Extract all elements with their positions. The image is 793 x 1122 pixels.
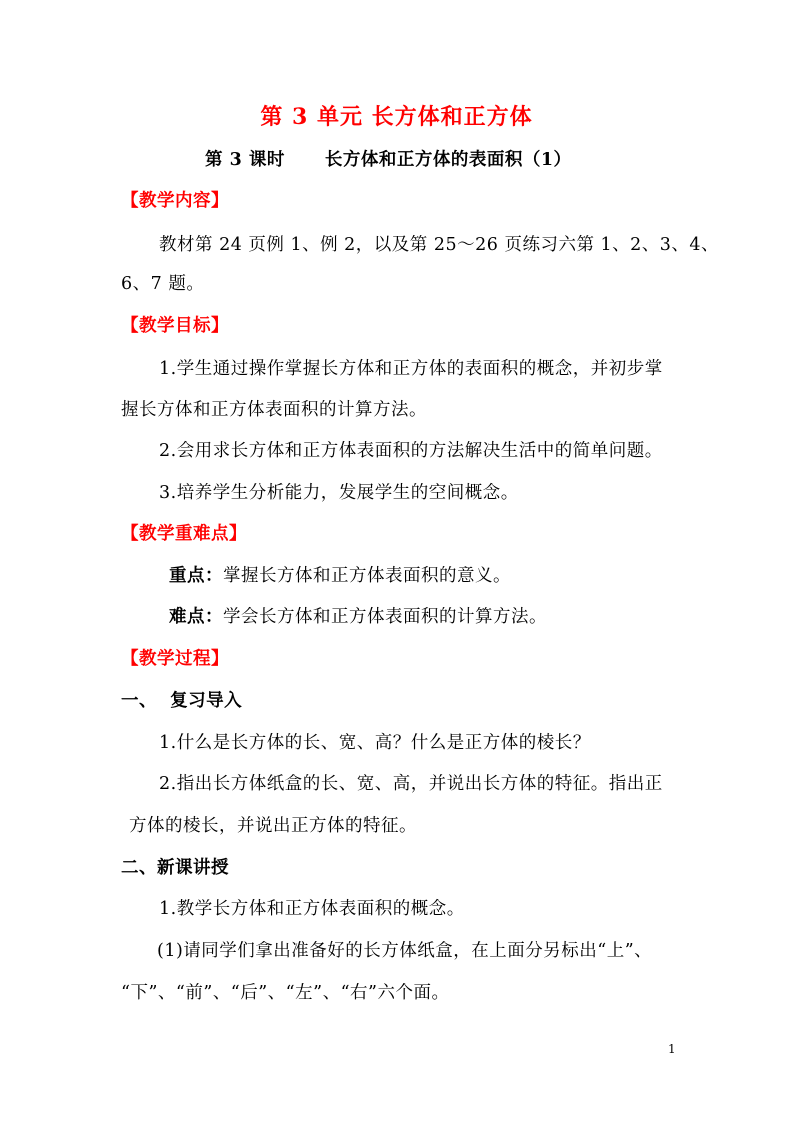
process-part2-line-3: “下”、“前”、“后”、“左”、“右”六个面。 <box>121 983 450 1003</box>
goals-line-2: 握长方体和正方体表面积的计算方法。 <box>121 400 427 420</box>
process-part1-title: 一、 复习导入 <box>121 691 243 711</box>
difficult-point-label: 难点： <box>169 607 223 627</box>
section-heading-key-points: 【教学重难点】 <box>121 524 247 544</box>
process-part1-line-3: 方体的棱长，并说出正方体的特征。 <box>129 816 417 836</box>
difficult-point-line <box>169 605 547 629</box>
key-point-text: 掌握长方体和正方体表面积的意义。 <box>223 566 511 586</box>
process-part2-line-1: 1.教学长方体和正方体表面积的概念。 <box>159 899 465 919</box>
goals-line-4: 3.培养学生分析能力，发展学生的空间概念。 <box>159 483 519 503</box>
goals-line-1: 1.学生通过操作掌握长方体和正方体的表面积的概念，并初步掌 <box>159 359 663 379</box>
content-line-2: 6、7 题。 <box>121 274 205 294</box>
lesson-subtitle <box>205 148 572 172</box>
section-heading-process: 【教学过程】 <box>121 649 229 669</box>
difficult-point-text: 学会长方体和正方体表面积的计算方法。 <box>223 607 547 627</box>
lesson-number: 第 3 课时 <box>205 150 285 170</box>
document-title: 第 3 单元 长方体和正方体 <box>260 104 533 130</box>
lesson-topic: 长方体和正方体的表面积（1） <box>324 150 572 170</box>
process-part2-title: 二、新课讲授 <box>121 858 229 878</box>
key-point-line <box>169 564 511 588</box>
content-line-1: 教材第 24 页例 1、例 2，以及第 25～26 页练习六第 1、2、3、4、 <box>159 235 720 255</box>
process-part2-line-2: (1)请同学们拿出准备好的长方体纸盒，在上面分另标出“上”、 <box>157 941 653 961</box>
section-heading-goals: 【教学目标】 <box>121 316 229 336</box>
process-part1-line-2: 2.指出长方体纸盒的长、宽、高，并说出长方体的特征。指出正 <box>159 774 663 794</box>
process-part1-line-1: 1.什么是长方体的长、宽、高？什么是正方体的棱长？ <box>159 733 591 753</box>
page-number: 1 <box>668 1042 676 1056</box>
key-point-label: 重点： <box>169 566 223 586</box>
section-heading-content: 【教学内容】 <box>121 191 229 211</box>
goals-line-3: 2.会用求长方体和正方体表面积的方法解决生活中的简单问题。 <box>159 441 663 461</box>
